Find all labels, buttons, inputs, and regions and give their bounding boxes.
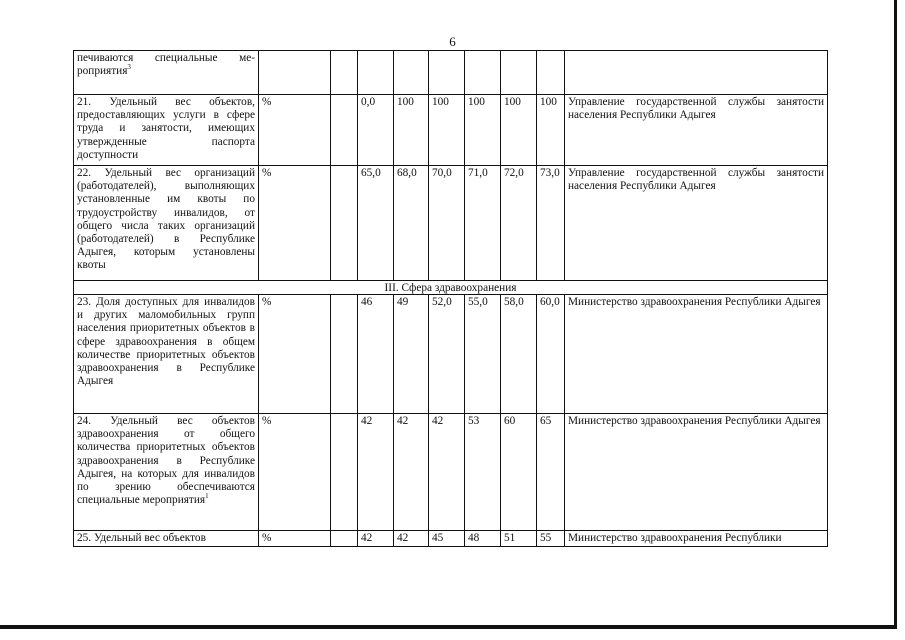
unit-cell: % [259, 95, 331, 166]
indicator-text: 23. Доля доступных для инвалидов и других маломобильных групп населения приоритетных объектов в сфере здравоохранения в общем количестве приоритетных объектов здравоохранения в Республике Адыгея [77, 296, 255, 388]
value-cell: 58,0 [501, 295, 537, 414]
value-cell: 48 [465, 531, 501, 547]
value-cell: 52,0 [429, 295, 465, 414]
footnote-mark: 1 [205, 492, 209, 501]
footnote-mark: 3 [127, 63, 131, 72]
indicator-cell [74, 295, 259, 414]
value-cell: 42 [429, 414, 465, 531]
value-cell: 72,0 [501, 166, 537, 281]
value-cell: 100 [394, 95, 429, 166]
empty-cell [331, 166, 358, 281]
value-cell [394, 51, 429, 95]
table-row [74, 51, 828, 95]
value-cell: 68,0 [394, 166, 429, 281]
responsible-cell: Министерство здравоохранения Республики Адыгея [565, 295, 828, 414]
value-cell: 60 [501, 414, 537, 531]
indicator-text: 22. Удельный вес организаций (работодателей), выполняющих установленные им квоты по трудоустройству инвалидов, от общего числа таких организаций (работодателей) в Республике Адыгея, которым установлены квоты [77, 167, 255, 272]
value-cell: 42 [394, 531, 429, 547]
indicator-cell [74, 414, 259, 531]
unit-cell: % [259, 414, 331, 531]
responsible-cell: Управление государственной службы занятости населения Республики Адыгея [565, 95, 828, 166]
value-cell: 53 [465, 414, 501, 531]
indicator-cell [74, 166, 259, 281]
value-cell [537, 51, 565, 95]
value-cell: 42 [358, 414, 394, 531]
section-row [74, 281, 828, 295]
unit-cell: % [259, 295, 331, 414]
empty-cell [331, 295, 358, 414]
value-cell: 42 [394, 414, 429, 531]
responsible-cell: Министерство здравоохранения Республики [565, 531, 828, 547]
table-row [74, 414, 828, 531]
responsible-cell: Министерство здравоохранения Республики Адыгея [565, 414, 828, 531]
empty-cell [331, 531, 358, 547]
value-cell: 100 [465, 95, 501, 166]
responsible-cell: Управление государственной службы занятости населения Республики Адыгея [565, 166, 828, 281]
value-cell: 71,0 [465, 166, 501, 281]
value-cell [358, 51, 394, 95]
responsible-cell [565, 51, 828, 95]
indicators-table [73, 50, 828, 547]
value-cell: 100 [537, 95, 565, 166]
value-cell: 73,0 [537, 166, 565, 281]
indicator-text: печиваются специальные мероприятия [77, 52, 255, 78]
unit-cell: % [259, 166, 331, 281]
section-title: III. Сфера здравоохранения [74, 281, 828, 295]
page-number: 6 [449, 34, 456, 49]
unit-cell [259, 51, 331, 95]
empty-cell [331, 51, 358, 95]
value-cell: 49 [394, 295, 429, 414]
value-cell [465, 51, 501, 95]
table-row [74, 295, 828, 414]
unit-cell: % [259, 531, 331, 547]
value-cell: 51 [501, 531, 537, 547]
value-cell: 60,0 [537, 295, 565, 414]
value-cell: 45 [429, 531, 465, 547]
empty-cell [331, 414, 358, 531]
value-cell: 0,0 [358, 95, 394, 166]
value-cell [429, 51, 465, 95]
value-cell: 65,0 [358, 166, 394, 281]
indicator-text: 24. Удельный вес объектов здравоохранения от общего количества приоритетных объектов здравоохранения в Республике Адыгея, на которых для инвалидов по зрению обеспечиваются специальные мероприятия [77, 415, 255, 507]
indicator-text: 21. Удельный вес объектов, предоставляющих услуги в сфере труда и занятости, имеющих утвержденные паспорта доступности [77, 96, 255, 161]
table-body [74, 51, 828, 547]
value-cell [501, 51, 537, 95]
indicator-cell [74, 51, 259, 95]
value-cell: 100 [429, 95, 465, 166]
value-cell: 46 [358, 295, 394, 414]
indicator-text: 25. Удельный вес объектов [77, 532, 206, 544]
value-cell: 70,0 [429, 166, 465, 281]
table-row [74, 166, 828, 281]
value-cell: 42 [358, 531, 394, 547]
value-cell: 55,0 [465, 295, 501, 414]
table-row [74, 531, 828, 547]
indicator-cell [74, 531, 259, 547]
value-cell: 100 [501, 95, 537, 166]
value-cell: 55 [537, 531, 565, 547]
empty-cell [331, 95, 358, 166]
indicator-cell [74, 95, 259, 166]
value-cell: 65 [537, 414, 565, 531]
table-row [74, 95, 828, 166]
